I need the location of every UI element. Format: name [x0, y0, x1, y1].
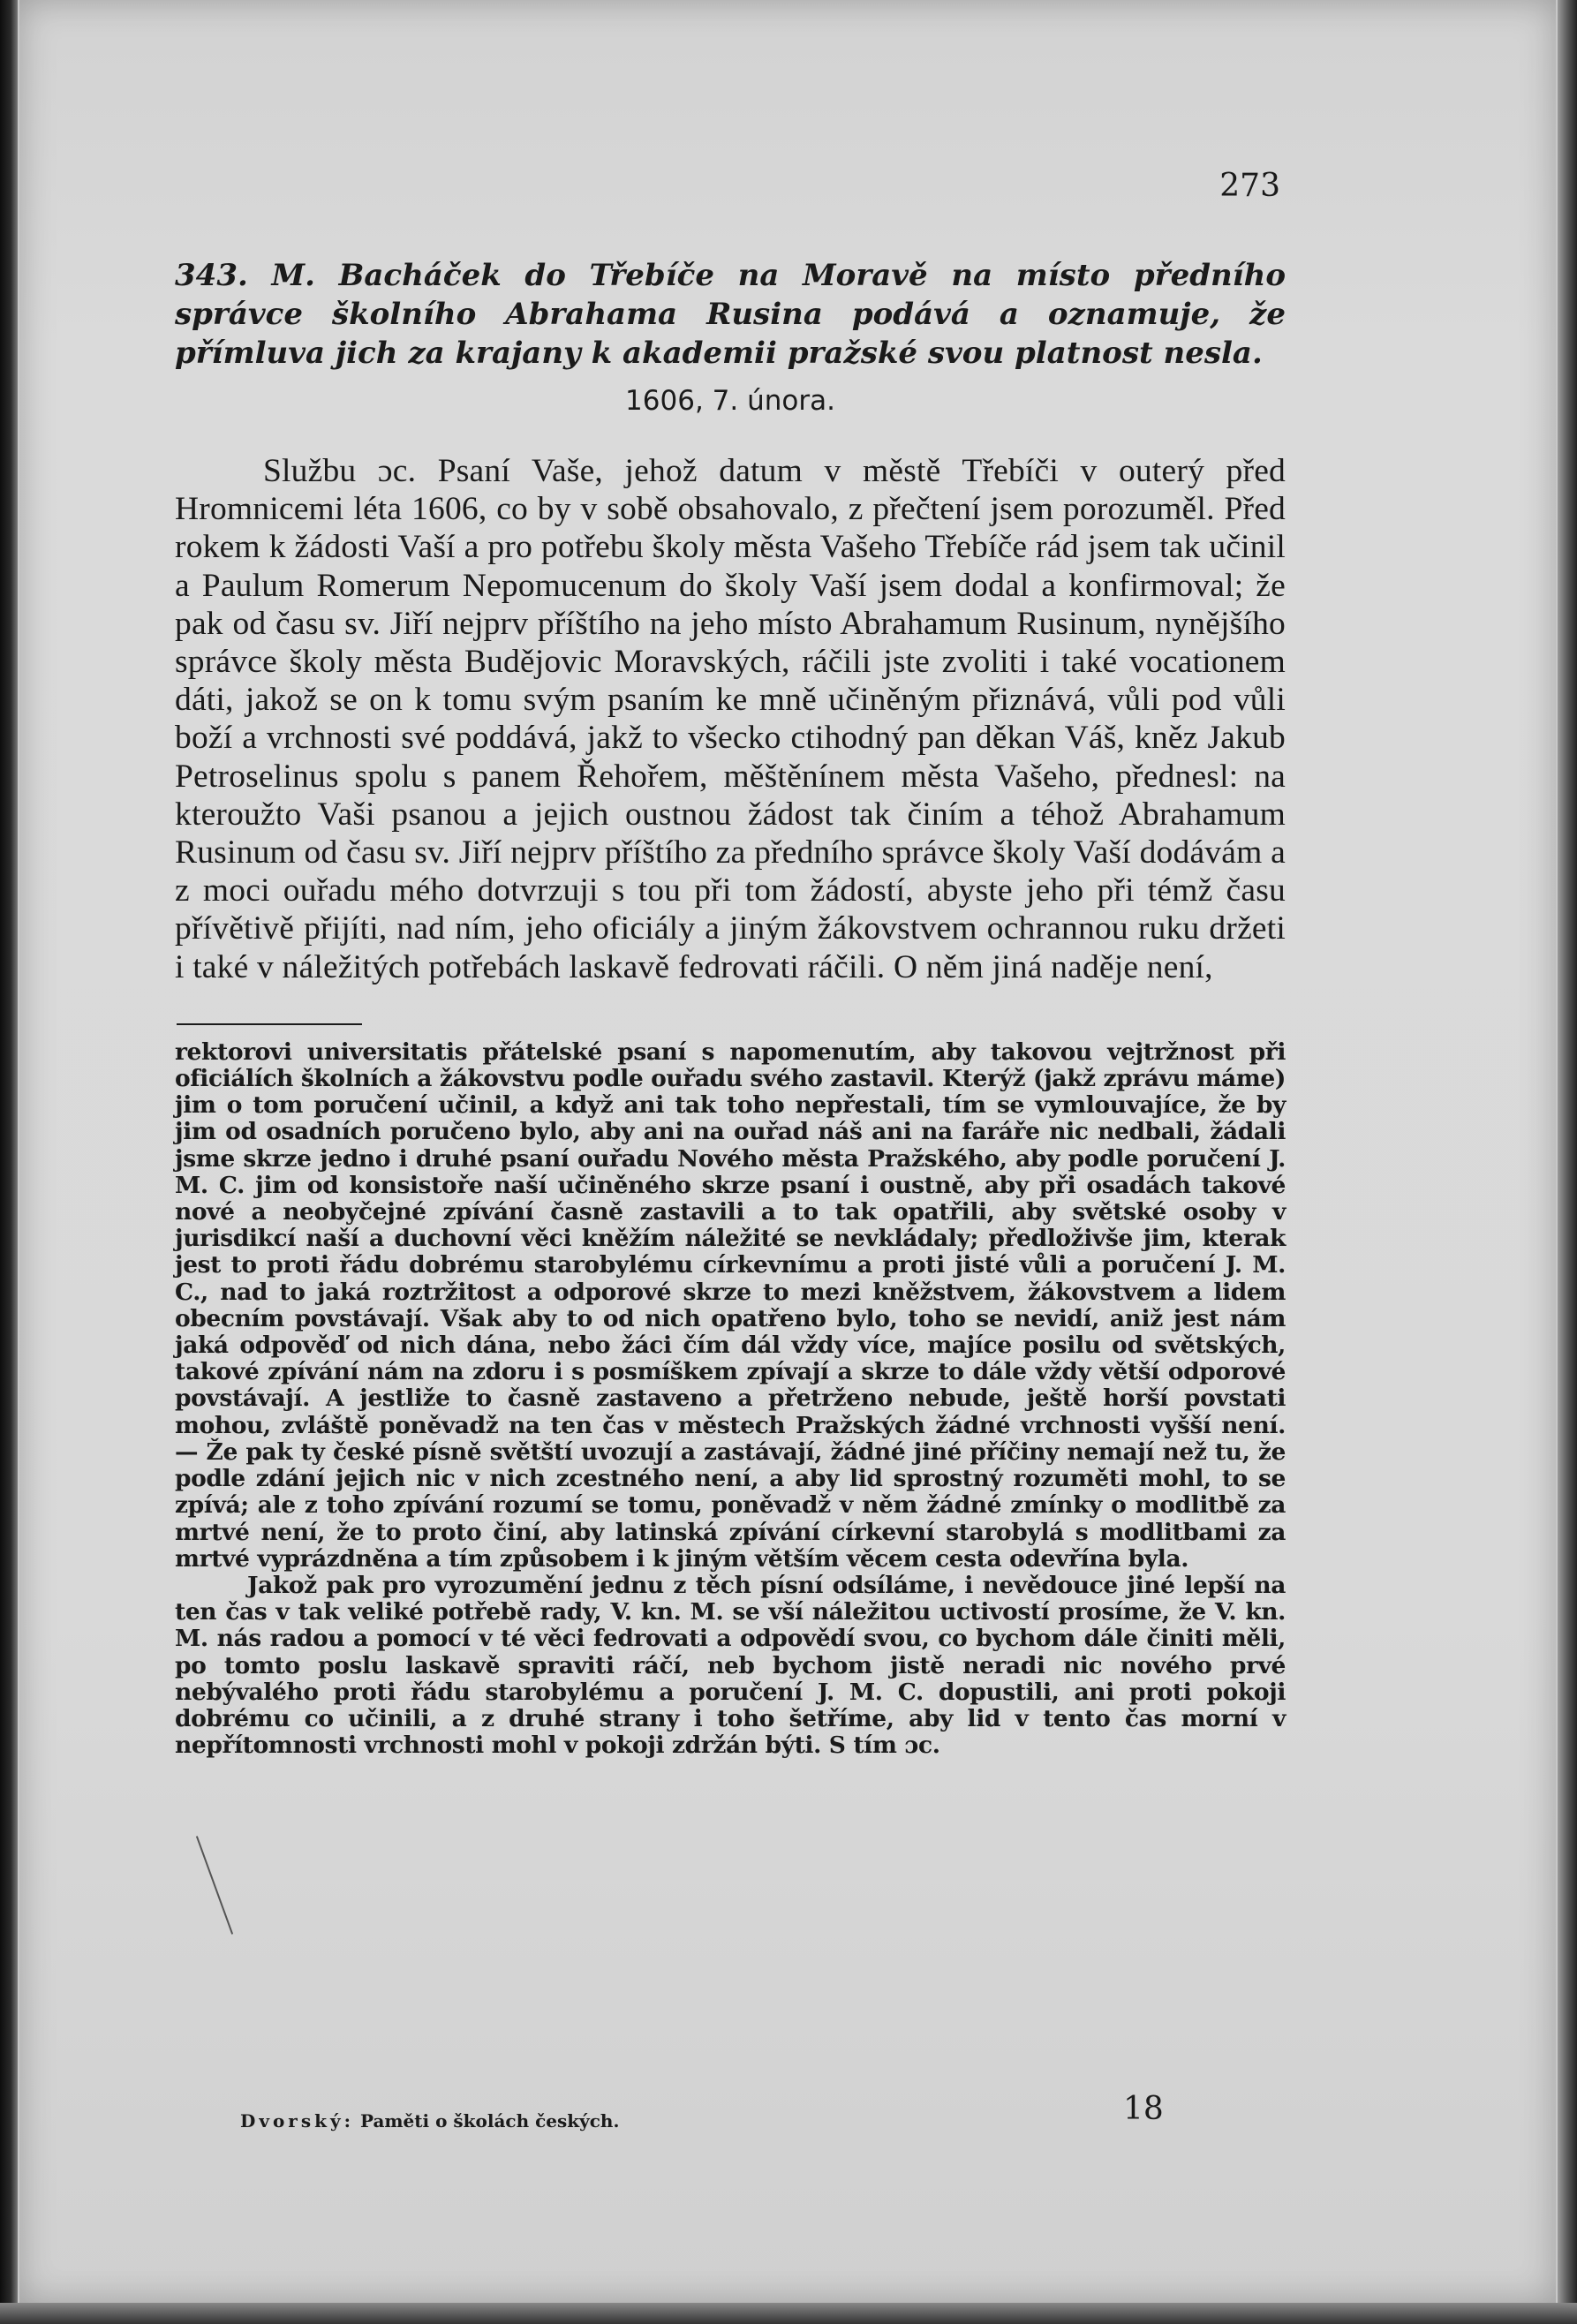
page-number: 273: [1219, 168, 1280, 204]
sheet-signature-title: Paměti o školách českých.: [359, 2110, 620, 2132]
page-binding-edge: [0, 0, 18, 2324]
document-number: 343.: [175, 258, 248, 293]
page-right-edge: [1558, 0, 1577, 2324]
sheet-number: 18: [1123, 2091, 1164, 2127]
sheet-signature-author: Dvorský:: [240, 2110, 354, 2132]
document-heading: [175, 256, 1286, 373]
footnote-paragraph-2: Jakož pak pro vyrozumění jednu z těch písní odsíláme, i nevědouce jiné lepší na ten čas v tak veliké potřebě rady, V. kn. M. se vší náležitou uctivostí prosíme, že V. kn. M. nás radou a pomocí v té věci fedrovati a odpovědí svou, co bychom dále činiti měli, po tomto poslu laskavě spraviti ráčí, neb bychom jistě neradi nic nového prvé nebývalého proti řádu starobylému a poručení J. M. C. dopustili, ani proti pokoji dobrému co učinili, a z druhé strany i toho šetříme, aby lid v tento čas morní v nepřítomnosti vrchnosti mohl v pokoji zdržán býti. S tím ɔc.: [175, 1571, 1286, 1760]
page-content: [175, 256, 1286, 1759]
footnote-paragraph-1: rektorovi universitatis přátelské psaní s napomenutím, aby takovou vejtržnost při oficiálích školních a žákovstvu podle ouřadu svého zastavil. Kterýž (jakž zprávu máme) jim o tom poručení učinil, a když ani tak toho nepřestali, tím se vymlouvajíce, že by jim od osadních poručeno bylo, aby ani na ouřad náš ani na faráře nic nedbali, žádali jsme skrze jedno i druhé psaní ouřadu Nového města Pražského, aby podle poručení J. M. C. jim od konsistoře naší učiněného skrze psaní i oustně, aby při osadách takové nové a neobyčejné zpívání časně zastavili a to tak opatřili, aby světské osoby v jurisdikcí naší a duchovní věci kněžím náležité se nevkládaly; předloživše jim, kterak jest to proti řádu dobrému starobylému církevnímu a proti jisté vůli a poručení J. M. C., nad to jaká roztržitost a odporové skrze to mezi kněžstvem, žákovstvem a lidem obecním povstávají. Však aby to od nich opatřeno bylo, toho se nevidí, aniž jest nám jaká odpověď od nich dána, nebo žáci čím dál vždy více, majíce posilu od světských, takové zpívání nám na zdoru i s posmíškem zpívají a skrze to dále vždy větší odporové povstávají. A jestliže to časně zastaveno a přetrženo nebude, ještě horší povstati mohou, zvláště poněvadž na ten čas v městech Pražských žádné vrchnosti vyšší není. — Že pak ty české písně světští uvozují a zastávají, žádné jiné příčiny nemají než tu, že podle zdání jejich nic v nich zcestného není, a aby lid sprostný rozuměti mohl, to se zpívá; ale z toho zpívání rozumí se tomu, poněvadž v něm žádné zmínky o modlitbě za mrtvé není, že to proto činí, aby latinská zpívání církevní starobylá s modlitbami za mrtvé vyprázdněna a tím způsobem i k jiným větším věcem cesta odevřína byla.: [175, 1038, 1286, 1573]
document-heading-text: M. Bacháček do Třebíče na Moravě na místo předního správce školního Abrahama Rusina podává a oznamuje, že přímluva jich za krajany k akademii pražské svou platnost nesla.: [175, 258, 1286, 371]
page-bottom-edge: [0, 2303, 1577, 2324]
letter-body: Službu ɔc. Psaní Vaše, jehož datum v městě Třebíči v outerý před Hromnicemi léta 1606, co by v sobě obsahovalo, z přečtení jsem porozuměl. Před rokem k žádosti Vaší a pro potřebu školy města Vašeho Třebíče rád jsem tak učinil a Paulum Romerum Nepomucenum do školy Vaší jsem dodal a konfirmoval; že pak od času sv. Jiří nejprv příštího na jeho místo Abrahamum Rusinum, nynějšího správce školy města Budějovic Moravských, ráčili jste zvoliti i také vocationem dáti, jakož se on k tomu svým psaním ke mně učiněným přiznává, vůli pod vůli boží a vrchnosti své poddává, jakž to všecko ctihodný pan děkan Váš, kněz Jakub Petroselinus spolu s panem Řehořem, měštěnínem města Vašeho, přednesl: na kteroužto Vaši psanou a jejich oustnou žádost tak činím a téhož Abrahamum Rusinum od času sv. Jiří nejprv příštího za předního správce školy Vaší dodávám a z moci ouřadu mého dotvrzuji s tou při tom žádostí, abyste jeho při témž času přívětivě přijíti, nad ním, jeho oficiály a jiným žákovstvem ochrannou ruku držeti i také v náležitých potřebách laskavě fedrovati ráčili. O něm jiná naděje není,: [175, 453, 1286, 985]
sheet-signature: [240, 2110, 619, 2132]
document-date: 1606, 7. února.: [625, 385, 835, 417]
footnote-separator: [177, 1023, 362, 1025]
